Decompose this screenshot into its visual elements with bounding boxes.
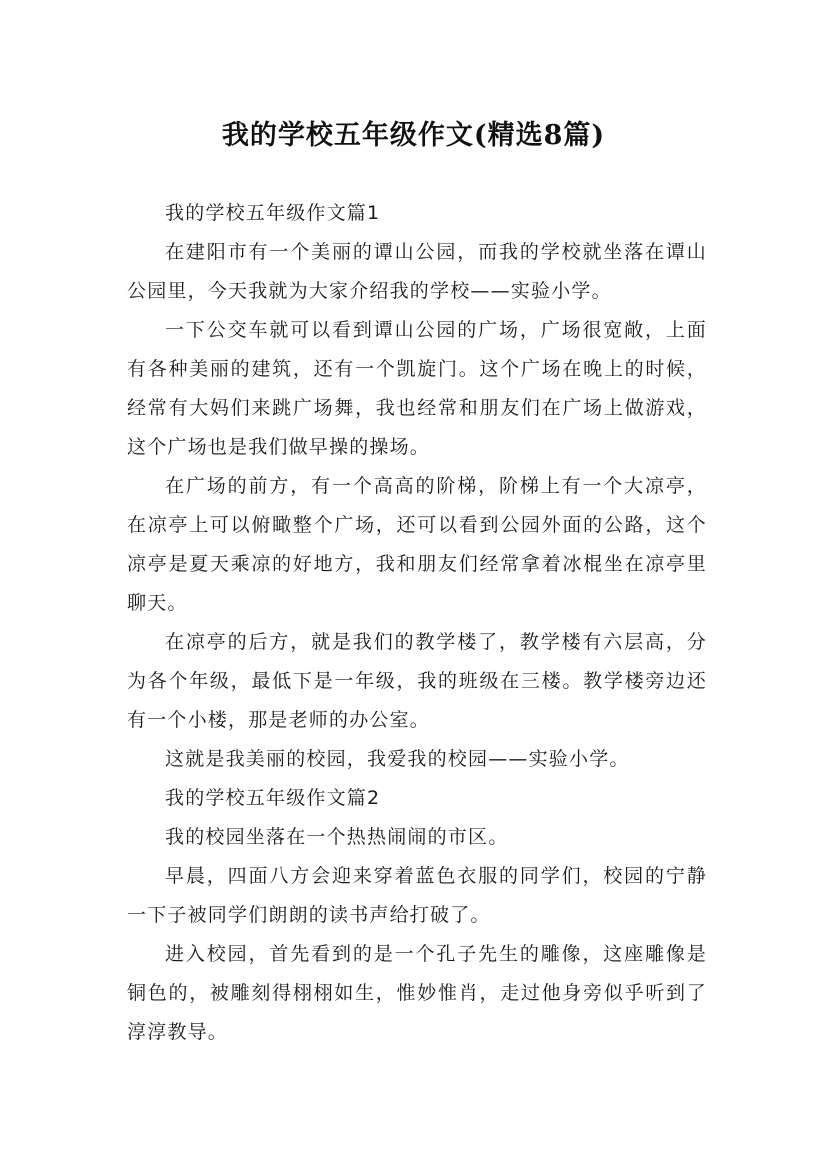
paragraph: 早晨，四面八方会迎来穿着蓝色衣服的同学们，校园的宁静一下子被同学们朗朗的读书声给打破了。 [127, 865, 707, 926]
document-title: 我的学校五年级作文(精选8篇) [221, 120, 606, 152]
paragraph: 在凉亭的后方，就是我们的教学楼了，教学楼有六层高，分为各个年级，最低下是一年级，我的班级在三楼。教学楼旁边还有一个小楼，那是老师的办公室。 [127, 631, 707, 731]
essay-heading-2: 我的学校五年级作文篇2 [165, 787, 381, 809]
paragraph: 这就是我美丽的校园，我爱我的校园——实验小学。 [165, 748, 630, 770]
document-body [127, 194, 707, 1052]
paragraph: 一下公交车就可以看到谭山公园的广场，广场很宽敞，上面有各种美丽的建筑，还有一个凯旋门。这个广场在晚上的时候，经常有大妈们来跳广场舞，我也经常和朋友们在广场上做游戏，这个广场也是我们做早操的操场。 [127, 319, 707, 458]
paragraph: 在广场的前方，有一个高高的阶梯，阶梯上有一个大凉亭，在凉亭上可以俯瞰整个广场，还可以看到公园外面的公路，这个凉亭是夏天乘凉的好地方，我和朋友们经常拿着冰棍坐在凉亭里聊天。 [127, 475, 707, 614]
essay-heading-1: 我的学校五年级作文篇1 [165, 202, 381, 224]
paragraph: 进入校园，首先看到的是一个孔子先生的雕像，这座雕像是铜色的，被雕刻得栩栩如生，惟妙惟肖，走过他身旁似乎听到了淳淳教导。 [127, 943, 707, 1043]
paragraph: 在建阳市有一个美丽的谭山公园，而我的学校就坐落在谭山公园里，今天我就为大家介绍我的学校——实验小学。 [127, 241, 707, 302]
paragraph: 我的校园坐落在一个热热闹闹的市区。 [165, 826, 509, 848]
